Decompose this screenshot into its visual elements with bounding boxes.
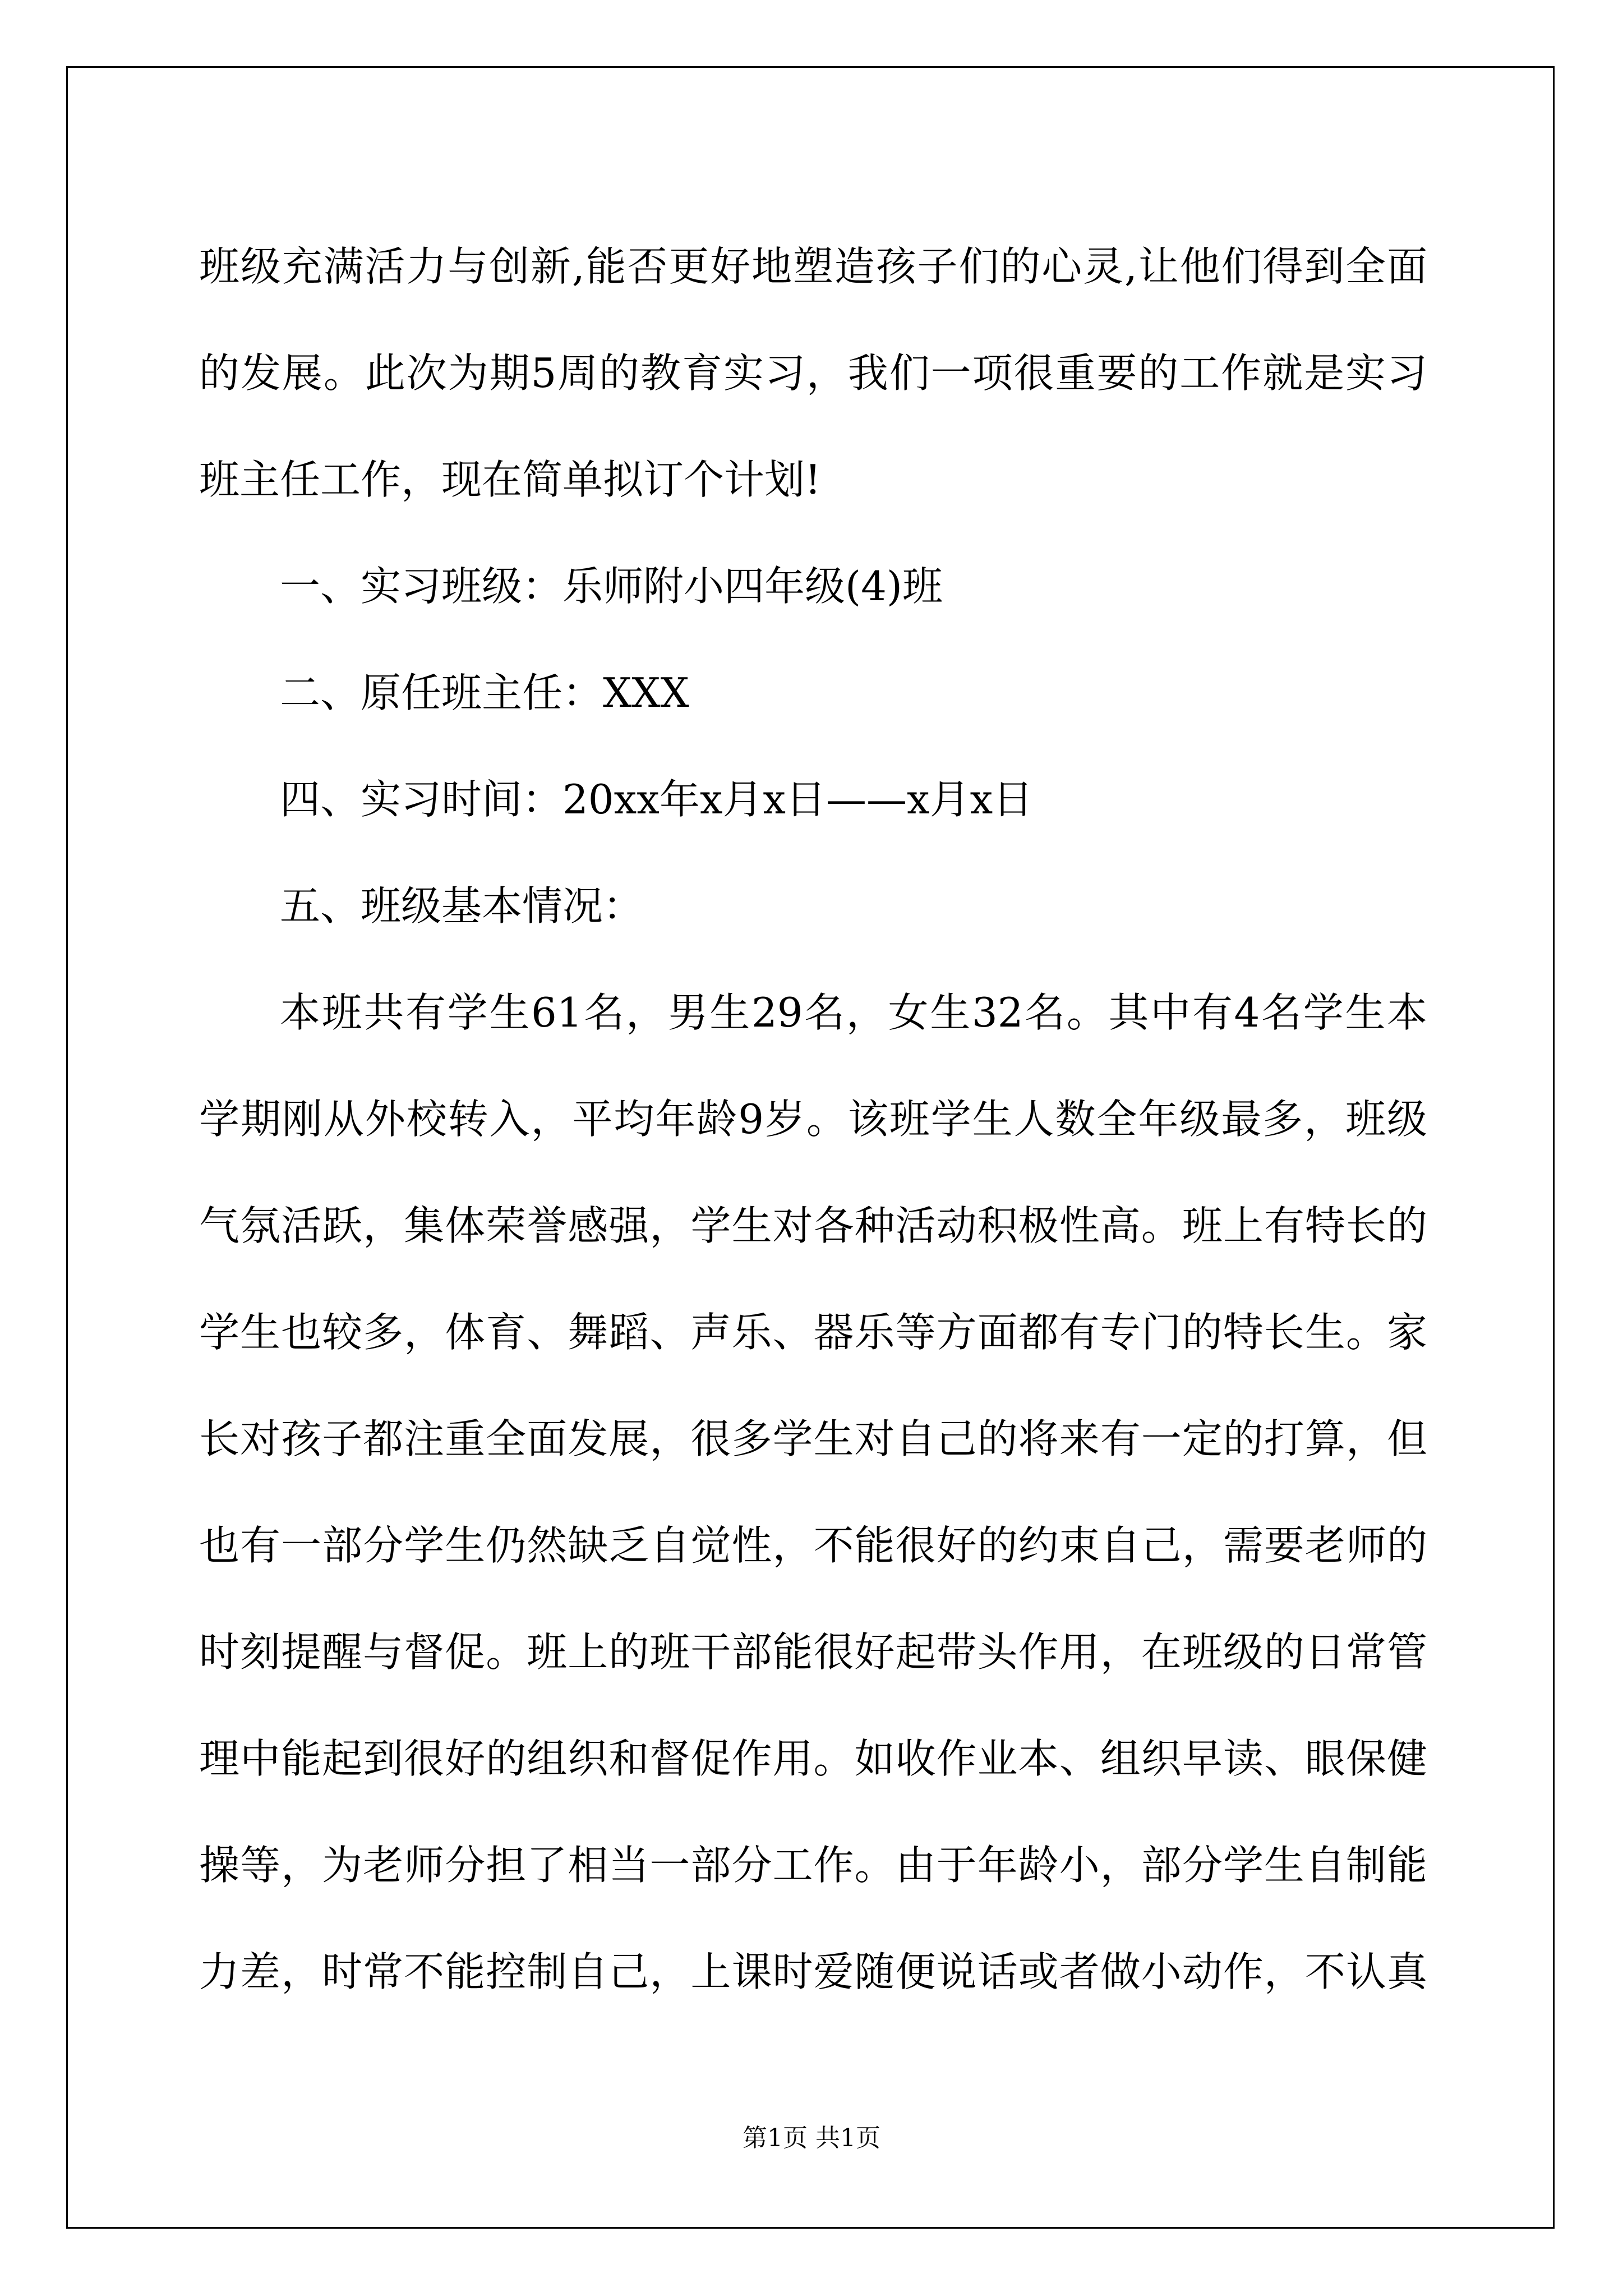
text-line: 班主任工作，现在简单拟订个计划! [199,456,821,503]
page-footer [0,2118,1623,2154]
text-line: 学期刚从外校转入，平均年龄9岁。该班学生人数全年级最多，班级 [199,1096,1427,1143]
text-line: 气氛活跃，集体荣誉感强，学生对各种活动积极性高。班上有特长的 [199,1202,1427,1249]
text-line: 时刻提醒与督促。班上的班干部能很好起带头作用，在班级的日常管 [199,1628,1427,1676]
text-line: 也有一部分学生仍然缺乏自觉性，不能很好的约束自己，需要老师的 [199,1522,1427,1569]
document-body [199,213,1427,2025]
section-heading-class: 一、实习班级：乐师附小四年级(4)班 [280,563,943,610]
section-heading-basic-info: 五、班级基本情况： [280,882,644,930]
page-number-label: 第1页 共1页 [743,2124,880,2152]
section-heading-time: 四、实习时间：20xx年x月x日——x月x日 [280,776,1034,823]
text-line: 力差，时常不能控制自己，上课时爱随便说话或者做小动作，不认真 [199,1948,1427,1995]
text-line: 理中能起到很好的组织和督促作用。如收作业本、组织早读、眼保健 [199,1735,1427,1782]
text-line: 长对孩子都注重全面发展，很多学生对自己的将来有一定的打算，但 [199,1415,1427,1462]
text-line: 的发展。此次为期5周的教育实习，我们一项很重要的工作就是实习 [199,349,1427,397]
text-line: 班级充满活力与创新,能否更好地塑造孩子们的心灵,让他们得到全面 [199,243,1427,290]
section-heading-teacher: 二、原任班主任：XXX [280,669,689,716]
text-line: 学生也较多，体育、舞蹈、声乐、器乐等方面都有专门的特长生。家 [199,1309,1427,1356]
text-line: 操等，为老师分担了相当一部分工作。由于年龄小，部分学生自制能 [199,1842,1427,1889]
text-line: 本班共有学生61名，男生29名，女生32名。其中有4名学生本 [280,989,1427,1036]
